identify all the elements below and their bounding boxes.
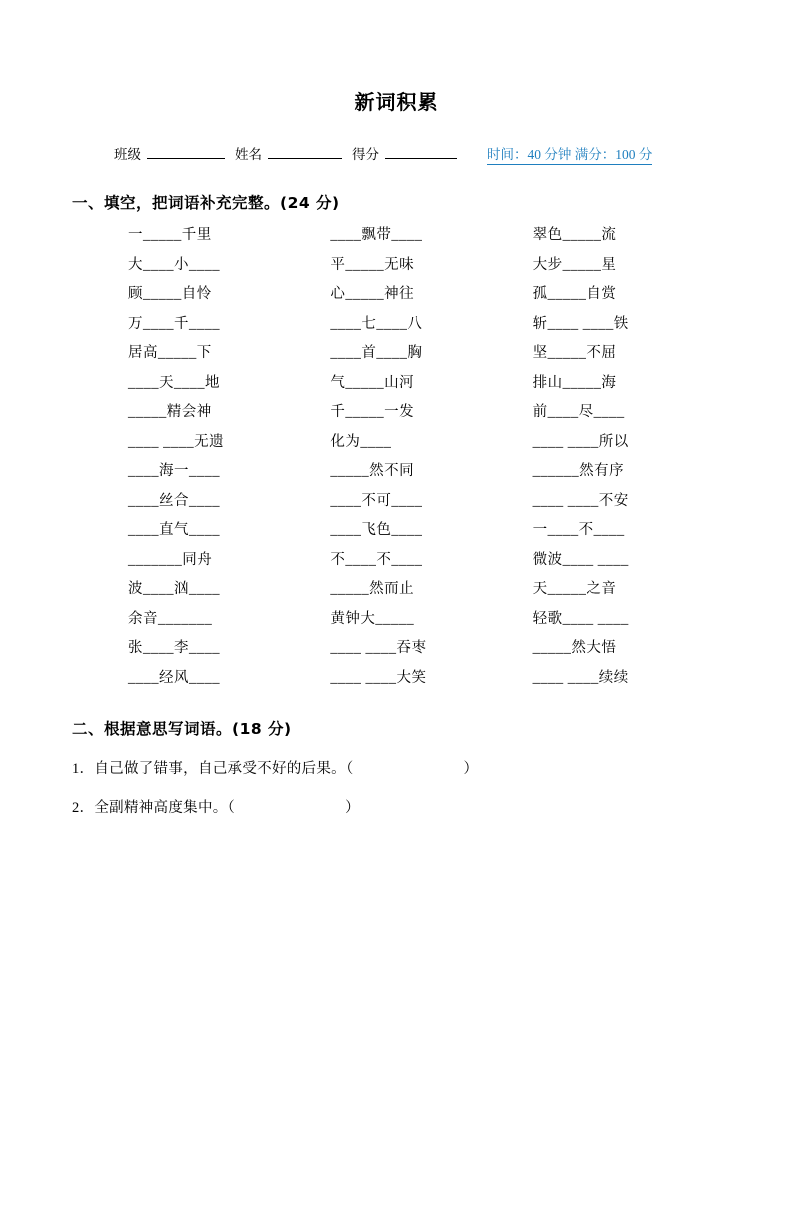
exam-meta: 时间：40 分钟 满分：100 分 bbox=[487, 143, 652, 165]
list-item bbox=[72, 757, 721, 778]
grid-cell[interactable]: ____ ____所以 bbox=[532, 433, 629, 450]
grid-row bbox=[106, 459, 713, 480]
grid-row bbox=[106, 341, 713, 362]
grid-cell[interactable]: 斩____ ____铁 bbox=[532, 315, 629, 332]
student-info-row bbox=[72, 143, 721, 165]
grid-cell[interactable]: 一_____千里 bbox=[128, 227, 212, 243]
grid-cell[interactable]: 居高_____下 bbox=[128, 345, 212, 361]
grid-cell[interactable]: 微波____ ____ bbox=[532, 551, 629, 568]
class-input[interactable] bbox=[147, 145, 225, 160]
grid-row bbox=[106, 371, 713, 392]
grid-cell[interactable]: 不____不____ bbox=[330, 551, 423, 568]
close-paren: ） bbox=[345, 799, 360, 816]
class-label: 班级 bbox=[114, 147, 141, 162]
name-label: 姓名 bbox=[235, 147, 262, 162]
close-paren: ） bbox=[463, 760, 479, 777]
grid-cell[interactable]: 坚_____不屈 bbox=[532, 345, 617, 361]
grid-cell[interactable]: 张____李____ bbox=[128, 640, 220, 656]
grid-cell[interactable]: ____ ____吞枣 bbox=[330, 640, 427, 656]
grid-cell[interactable]: 前____尽____ bbox=[532, 404, 625, 420]
grid-cell[interactable]: 顾_____自怜 bbox=[128, 286, 212, 302]
grid-cell[interactable]: ____ ____无遗 bbox=[128, 433, 225, 450]
grid-cell[interactable]: 排山_____海 bbox=[532, 374, 617, 391]
grid-cell[interactable]: ____ ____不安 bbox=[532, 492, 629, 509]
grid-cell[interactable]: 黄钟大_____ bbox=[330, 610, 415, 627]
grid-cell[interactable]: 一____不____ bbox=[532, 522, 625, 538]
grid-cell[interactable]: 平_____无味 bbox=[330, 256, 415, 273]
grid-cell[interactable]: ____海一____ bbox=[128, 463, 220, 479]
grid-row bbox=[106, 400, 713, 421]
question-text: 1．自己做了错事，自己承受不好的后果。（ bbox=[72, 760, 354, 777]
grid-cell[interactable]: ____飘带____ bbox=[330, 227, 423, 243]
grid-cell[interactable]: 轻歌____ ____ bbox=[532, 610, 629, 627]
worksheet-page bbox=[0, 86, 793, 1208]
grid-cell[interactable]: _____精会神 bbox=[128, 404, 212, 420]
grid-cell[interactable]: 余音_______ bbox=[128, 610, 213, 627]
grid-cell[interactable]: 万____千____ bbox=[128, 315, 220, 332]
grid-cell[interactable]: 天_____之音 bbox=[532, 581, 617, 597]
grid-cell[interactable]: _____然而止 bbox=[330, 581, 415, 597]
grid-cell[interactable]: 千_____一发 bbox=[330, 404, 415, 420]
grid-cell[interactable]: ____直气____ bbox=[128, 522, 220, 538]
grid-row bbox=[106, 430, 713, 451]
grid-row bbox=[106, 312, 713, 333]
student-info-fields bbox=[114, 143, 457, 163]
grid-cell[interactable]: 大步_____星 bbox=[532, 256, 617, 273]
grid-row bbox=[106, 282, 713, 303]
grid-row bbox=[106, 607, 713, 628]
grid-cell[interactable]: ______然有序 bbox=[532, 463, 625, 479]
grid-cell[interactable]: 大____小____ bbox=[128, 256, 220, 273]
grid-cell[interactable]: ____首____胸 bbox=[330, 345, 423, 361]
definition-question-list bbox=[72, 757, 721, 817]
grid-cell[interactable]: 翠色_____流 bbox=[532, 227, 617, 243]
grid-row bbox=[106, 666, 713, 687]
grid-cell[interactable]: ____丝合____ bbox=[128, 492, 220, 509]
grid-cell[interactable]: _____然不同 bbox=[330, 463, 415, 479]
grid-row bbox=[106, 636, 713, 657]
page-title: 新词积累 bbox=[354, 90, 439, 114]
grid-row bbox=[106, 518, 713, 539]
grid-row bbox=[106, 253, 713, 274]
grid-row bbox=[106, 577, 713, 598]
grid-cell[interactable]: 心_____神往 bbox=[330, 286, 415, 302]
score-label: 得分 bbox=[352, 147, 379, 162]
grid-cell[interactable]: 化为____ bbox=[330, 433, 392, 450]
grid-cell[interactable]: ____天____地 bbox=[128, 374, 220, 391]
grid-cell[interactable]: ____ ____大笑 bbox=[330, 669, 427, 686]
name-input[interactable] bbox=[268, 145, 342, 160]
grid-cell[interactable]: _______同舟 bbox=[128, 551, 213, 568]
grid-row bbox=[106, 223, 713, 244]
grid-cell[interactable]: ____飞色____ bbox=[330, 522, 423, 538]
grid-cell[interactable]: ____ ____续续 bbox=[532, 669, 629, 686]
grid-cell[interactable]: 气_____山河 bbox=[330, 374, 415, 391]
grid-row bbox=[106, 489, 713, 510]
grid-cell[interactable]: 孤_____自赏 bbox=[532, 286, 617, 302]
grid-row bbox=[106, 548, 713, 569]
question-text: 2．全副精神高度集中。（ bbox=[72, 799, 236, 816]
section-one-heading: 一、填空，把词语补充完整。(24 分) bbox=[72, 194, 340, 212]
score-input[interactable] bbox=[385, 145, 457, 160]
fill-in-blank-grid bbox=[72, 223, 721, 687]
grid-cell[interactable]: ____经风____ bbox=[128, 669, 220, 686]
grid-cell[interactable]: ____七____八 bbox=[330, 315, 423, 332]
grid-cell[interactable]: ____不可____ bbox=[330, 492, 423, 509]
section-two-heading: 二、根据意思写词语。(18 分) bbox=[72, 719, 292, 738]
list-item bbox=[72, 796, 721, 817]
grid-cell[interactable]: 波____汹____ bbox=[128, 581, 220, 597]
grid-cell[interactable]: _____然大悟 bbox=[532, 640, 617, 656]
